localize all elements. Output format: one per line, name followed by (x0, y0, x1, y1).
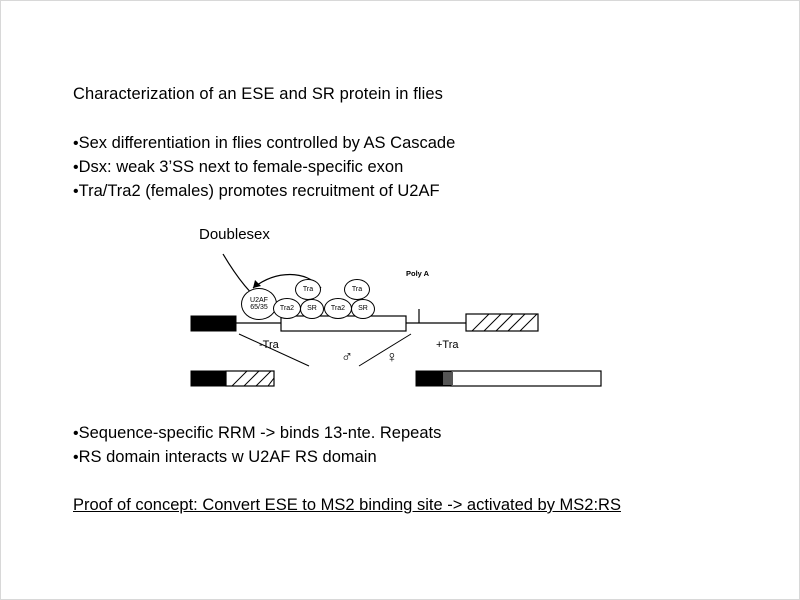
bullet-text: Sex differentiation in flies controlled by AS Cascade (78, 134, 456, 152)
figure-label-doublesex: Doublesex (199, 226, 270, 243)
sr-oval-left (300, 299, 324, 319)
bullet-marker: • (73, 159, 79, 176)
bullet-item (73, 421, 441, 445)
bullet-text: RS domain interacts w U2AF RS domain (78, 448, 377, 466)
oval-line-1: SR (358, 305, 368, 313)
bullet-item (73, 131, 455, 155)
tra-oval-right (344, 279, 370, 300)
figure-label-polya: Poly A (406, 269, 430, 278)
male-symbol-icon: ♂ (341, 349, 353, 366)
bullet-item (73, 445, 441, 469)
tra2-oval-right (324, 298, 352, 319)
tra2-oval-left (273, 298, 301, 319)
bullet-marker: • (73, 449, 79, 466)
oval-line-1: SR (307, 305, 317, 313)
oval-line-1: U2AF (250, 296, 268, 304)
oval-line-2: 65/35 (250, 304, 268, 311)
bullet-item (73, 179, 455, 203)
oval-line-1: Tra (302, 285, 314, 293)
oval-line-1: Tra2 (330, 304, 346, 312)
sr-oval-right (351, 299, 375, 319)
bullet-text: Dsx: weak 3’SS next to female-specific exon (78, 158, 404, 176)
footer-statement: Proof of concept: Convert ESE to MS2 binding site -> activated by MS2:RS (73, 496, 621, 514)
bullet-text: Sequence-specific RRM -> binds 13-nte. Repeats (78, 424, 442, 442)
page-title: Characterization of an ESE and SR protein in flies (73, 85, 444, 103)
dsx-splicing-diagram (181, 226, 631, 406)
bullet-list-top (73, 131, 455, 203)
bullet-marker: • (73, 425, 79, 442)
bullet-item (73, 155, 455, 179)
oval-line-1: Tra2 (279, 304, 295, 312)
figure-label-minus-tra: -Tra (259, 339, 279, 351)
u2af-65-35-oval (241, 288, 277, 320)
bullet-marker: • (73, 183, 79, 200)
tra-oval-left (295, 279, 321, 300)
female-symbol-icon: ♀ (386, 349, 398, 366)
oval-line-1: Tra (351, 285, 363, 293)
bullet-list-bottom (73, 421, 441, 469)
figure-label-plus-tra: +Tra (436, 339, 459, 351)
bullet-marker: • (73, 135, 79, 152)
bullet-text: Tra/Tra2 (females) promotes recruitment of U2AF (78, 182, 440, 200)
